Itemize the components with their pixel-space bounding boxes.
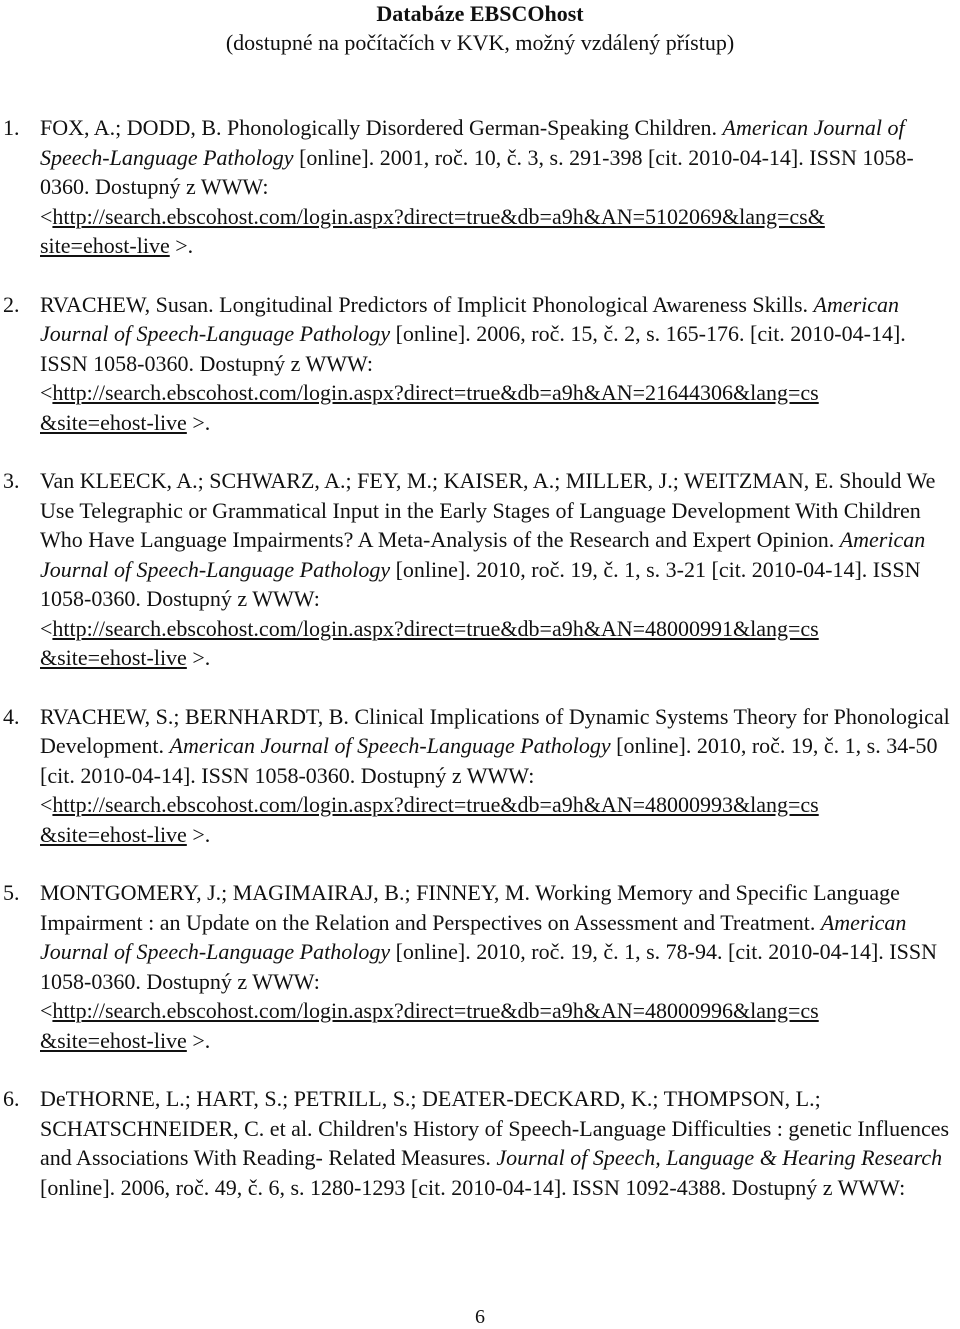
page-subtitle: (dostupné na počítačích v KVK, možný vzdálený přístup) (225, 30, 735, 55)
reference-authors: Van KLEECK, A.; SCHWARZ, A.; FEY, M.; KAISER, A.; MILLER, J.; WEITZMAN, E. (40, 468, 834, 493)
reference-url-cont[interactable]: &site=ehost-live (40, 409, 187, 435)
reference-body (40, 1084, 958, 1202)
reference-item (0, 466, 960, 673)
reference-item (0, 1084, 960, 1202)
reference-details: [online]. 2001, roč. 10, č. 3, s. 291-398 [cit. 2010-04-14]. ISSN 1058-0360. Dostupný z WWW: (40, 144, 914, 199)
reference-details: [online]. 2010, roč. 19, č. 1, s. 78-94. [cit. 2010-04-14]. ISSN 1058-0360. Dostupný z WWW: (40, 939, 937, 994)
reference-title: Working Memory and Specific Language Impairment : an Update on the Relation and Perspectives on Assessment and Treatment. (40, 880, 900, 935)
reference-number: 1. (3, 115, 20, 140)
reference-journal: American Journal of Speech-Language Pathology (40, 909, 907, 964)
reference-authors: FOX, A.; DODD, B. (40, 115, 222, 140)
page-title: Databáze EBSCOhost (376, 1, 584, 26)
reference-body: Van KLEECK, A.; SCHWARZ, A.; FEY, M.; KAISER, A.; MILLER, J.; WEITZMAN, E. Should We Use Telegraphic or Grammatical Input in the Early Stages of Language Development With Children Who Have Language Impairments? A Meta-Analysis of the Research and Expert Opinion. American Journal of Speech-Language Pathology [online]. 2010, roč. 19, č. 1, s. 3-21 [cit. 2010-04-14]. ISSN 1058-0360. Dostupný z WWW: <http://search.ebscohost.com/login.aspx?direct=true&db=a9h&AN=48000991&lang=cs &site=ehost-live >. (40, 468, 936, 670)
reference-authors: RVACHEW, Susan. (40, 291, 214, 317)
reference-url-cont[interactable]: &site=ehost-live (40, 821, 187, 847)
reference-journal: American Journal of Speech-Language Pathology (40, 291, 900, 346)
reference-journal: Journal of Speech, Language & Hearing Research (496, 1145, 943, 1170)
reference-details: [online]. 2010, roč. 19, č. 1, s. 34-50 [cit. 2010-04-14]. ISSN 1058-0360. Dostupný z WWW: (40, 733, 938, 788)
reference-journal: American Journal of Speech-Language Pathology (169, 733, 611, 758)
reference-details: [online]. 2010, roč. 19, č. 1, s. 3-21 [cit. 2010-04-14]. ISSN 1058-0360. Dostupný z WWW: (40, 556, 921, 611)
reference-title: Children's History of Speech-Language Difficulties : genetic Influences and Associations With Reading- Related Measures. (40, 1115, 950, 1170)
reference-authors: DeTHORNE, L.; HART, S.; PETRILL, S.; DEATER-DECKARD, K.; THOMPSON, L.; SCHATSCHNEIDER, C. et al. (40, 1086, 821, 1141)
reference-number: 6. (3, 1086, 20, 1111)
reference-url-cont[interactable]: site=ehost-live (40, 233, 170, 258)
reference-url[interactable]: http://search.ebscohost.com/login.aspx?direct=true&db=a9h&AN=48000991&lang=cs (52, 615, 819, 641)
reference-journal: American Journal of Speech-Language Pathology (40, 527, 926, 582)
reference-body: MONTGOMERY, J.; MAGIMAIRAJ, B.; FINNEY, M. Working Memory and Specific Language Impairment : an Update on the Relation and Perspectives on Assessment and Treatment. American Journal of Speech-Language Pathology [online]. 2010, roč. 19, č. 1, s. 78-94. [cit. 2010-04-14]. ISSN 1058-0360. Dostupný z WWW: <http://search.ebscohost.com/login.aspx?direct=true&db=a9h&AN=48000996&lang=cs &site=ehost-live >. (40, 880, 937, 1053)
reference-number: 2. (3, 291, 20, 317)
reference-title: Longitudinal Predictors of Implicit Phonological Awareness Skills. (219, 291, 809, 317)
reference-number: 4. (3, 703, 20, 729)
reference-item (0, 702, 960, 850)
reference-item (0, 290, 960, 438)
reference-item (0, 878, 960, 1055)
reference-details: [online]. 2006, roč. 49, č. 6, s. 1280-1293 [cit. 2010-04-14]. ISSN 1092-4388. Dostupný z WWW: (40, 1174, 906, 1200)
reference-title: Should We Use Telegraphic or Grammatical Input in the Early Stages of Language Development With Children Who Have Language Impairments? A Meta-Analysis of the Research and Expert Opinion. (40, 468, 936, 552)
reference-authors: MONTGOMERY, J.; MAGIMAIRAJ, B.; FINNEY, M. (40, 880, 530, 905)
page-number: 6 (475, 1306, 485, 1328)
reference-url-cont[interactable]: &site=ehost-live (40, 645, 187, 670)
reference-item (0, 113, 960, 261)
reference-url-cont[interactable]: &site=ehost-live (40, 1027, 187, 1053)
reference-list (0, 113, 960, 1231)
reference-url[interactable]: http://search.ebscohost.com/login.aspx?direct=true&db=a9h&AN=48000996&lang=cs (52, 998, 819, 1023)
reference-journal: American Journal of Speech-Language Pathology (40, 115, 905, 170)
reference-body: FOX, A.; DODD, B. Phonologically Disordered German-Speaking Children. American Journal of Speech-Language Pathology [online]. 2001, roč. 10, č. 3, s. 291-398 [cit. 2010-04-14]. ISSN 1058-0360. Dostupný z WWW: <http://search.ebscohost.com/login.aspx?direct=true&db=a9h&AN=5102069&lang=cs& site=ehost-live >. (40, 115, 914, 258)
reference-url[interactable]: http://search.ebscohost.com/login.aspx?direct=true&db=a9h&AN=5102069&lang=cs& (52, 203, 825, 229)
reference-number: 5. (3, 880, 20, 905)
reference-body: RVACHEW, S.; BERNHARDT, B. Clinical Implications of Dynamic Systems Theory for Phonological Development. American Journal of Speech-Language Pathology [online]. 2010, roč. 19, č. 1, s. 34-50 [cit. 2010-04-14]. ISSN 1058-0360. Dostupný z WWW: <http://search.ebscohost.com/login.aspx?direct=true&db=a9h&AN=48000993&lang=cs &site=ehost-live >. (40, 703, 950, 847)
reference-url[interactable]: http://search.ebscohost.com/login.aspx?direct=true&db=a9h&AN=21644306&lang=cs (52, 380, 819, 405)
reference-details: [online]. 2006, roč. 15, č. 2, s. 165-176. [cit. 2010-04-14]. ISSN 1058-0360. Dostupný z WWW: (40, 321, 906, 376)
reference-title: Clinical Implications of Dynamic Systems Theory for Phonological Development. (40, 703, 950, 758)
reference-title: Phonologically Disordered German-Speaking Children. (227, 115, 718, 140)
reference-authors: RVACHEW, S.; BERNHARDT, B. (40, 703, 349, 729)
reference-url[interactable]: http://search.ebscohost.com/login.aspx?direct=true&db=a9h&AN=48000993&lang=cs (52, 792, 819, 817)
reference-number: 3. (3, 468, 20, 493)
reference-body: RVACHEW, Susan. Longitudinal Predictors of Implicit Phonological Awareness Skills. American Journal of Speech-Language Pathology [online]. 2006, roč. 15, č. 2, s. 165-176. [cit. 2010-04-14]. ISSN 1058-0360. Dostupný z WWW: <http://search.ebscohost.com/login.aspx?direct=true&db=a9h&AN=21644306&lang=cs &site=ehost-live >. (40, 291, 906, 435)
page-header (0, 0, 960, 58)
